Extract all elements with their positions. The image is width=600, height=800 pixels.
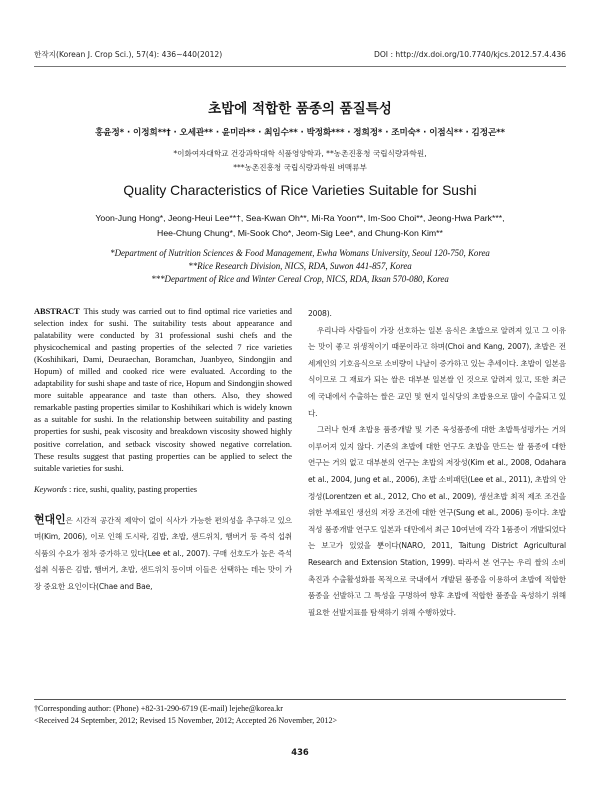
right-column xyxy=(308,306,566,621)
english-authors-line-1: Yoon-Jung Hong*, Jeong-Heui Lee**†, Sea-Kwan Oh**, Mi-Ra Yoon**, Im-Soo Choi**, Jeong-Hwa Park***, xyxy=(95,213,505,223)
body-paragraph-2: 우리나라 사람들이 가장 선호하는 일본 음식은 초밥으로 알려져 있고 그 이유는 맛이 좋고 위생적이기 때문이라고 하며(Choi and Kang, 2007), 초밥은 전 세계인의 기호음식으로 소비량이 나날이 증가하고 있는 추세이다. 초밥이 일본음식이므로 그 재료가 되는 쌀은 대부분 일본쌀 인 것으로 알려져 있고, 또한 최근에 국내에서 수출하는 쌀은 교민 및 현지 일식당의 초밥용으로 많이 수출되고 있다. xyxy=(308,325,566,418)
header-divider xyxy=(34,66,566,67)
received-dates-note: <Received 24 September, 2012; Revised 15 November, 2012; Accepted 26 November, 2012> xyxy=(34,716,338,725)
keywords-label: Keywords xyxy=(34,484,67,494)
corresponding-author-note: †Corresponding author: (Phone) +82-31-290-6719 (E-mail) lejehe@korea.kr xyxy=(34,704,283,713)
body-paragraph-3: 그러나 현재 초밥용 품종개발 및 기존 육성품종에 대한 초밥특성평가는 거의 이루어져 있지 않다. 기존의 초밥에 대한 연구도 초밥을 만드는 쌀 품종에 대한 연구는 거의 없고 대부분의 연구는 초밥의 저장성(Kim et al., 2008, Odahara et al., 2004, Jung et al., 2006), 초밥 소비패턴(Lee et al., 2011), 초밥의 안정성(Lorentzen et al., 2012, Cho et al., 2009), 생선초밥 최적 제조 조건을 위한 부재료인 생선의 저장 조건에 대한 연구(Sung et al., 2006) 등이다. 초밥 적성 품종개발 연구도 일본과 대만에서 최근 10여년에 각각 1품종이 개발되었다는 보고가 있었을 뿐이다(NARO, 2011, Taitung District Agricultural Research and Extension Station, 1999). 따라서 본 연구는 우리 쌀의 소비촉진과 수출활성화를 목적으로 국내에서 개발된 품종을 이용하여 초밥에 적합한 품종을 선발하고 그 특성을 구명하여 향후 초밥에 적합한 품종을 육성하기 위해 필요한 선발지표를 탐색하기 위해 수행하였다. xyxy=(308,425,566,617)
left-column xyxy=(34,306,292,596)
english-affiliation-line-3: ***Department of Rice and Winter Cereal Crop, NICS, RDA, Iksan 570-080, Korea xyxy=(151,274,449,284)
introduction-text: 은 시간적 공간적 제약이 없이 식사가 가능한 편의성을 추구하고 있으며(Kim, 2006), 이로 인해 도시락, 김밥, 초밥, 샌드위치, 햄버거 등 즉석 섭취 식품의 수요가 점차 증가하고 있다(Lee et al., 2007). 구매 선호도가 높은 즉석 섭취 식품은 김밥, 햄버거, 초밥, 샌드위치 등이며 이들은 선택하는 데는 맛이 가장 중요한 요인이다(Chae and Bae, xyxy=(34,515,292,592)
english-affiliation-line-1: *Department of Nutrition Sciences & Food Management, Ewha Womans University, Seoul 120-750, Korea xyxy=(110,248,490,258)
abstract xyxy=(34,306,292,475)
korean-affiliation-line-1: *이화여자대학교 건강과학대학 식품영양학과, **농촌진흥청 국립식량과학원, xyxy=(173,149,427,158)
doi-link[interactable]: DOI : http://dx.doi.org/10.7740/kjcs.2012.57.4.436 xyxy=(373,50,566,59)
journal-citation: 한작지(Korean J. Crop Sci.), 57(4): 436~440(2012) xyxy=(34,50,223,59)
keywords xyxy=(34,485,292,494)
keywords-text: : rice, sushi, quality, pasting properties xyxy=(68,484,198,494)
english-title: Quality Characteristics of Rice Varieties Suitable for Sushi xyxy=(123,183,477,198)
footnote-divider xyxy=(34,699,566,700)
korean-authors: 홍윤정* · 이정희**† · 오세관** · 윤미라** · 최임수** · 박정화*** · 정희정* · 조미숙* · 이점식** · 김정곤** xyxy=(95,128,505,138)
abstract-text: This study was carried out to find optimal rice varieties and selection index for sushi. The suitability tests about appearance and palatability were conducted by 31 professional sushi chefs and the physicochemical and pasting properties of the selected 7 rice varieties (Koshihikari, Dami, Deuraechan, Boramchan, Juanbyeo, Sindongjin and Hopum) of milled and cooked rice were evaluated. According to the adaptability for sushi shape and taste of rice, Hopum and Sindongjin showed more suitable appearance and taste than others. Also, they showed remarkable pasting properties similar to Koshihikari which is widely known as a suitable for sushi. In the relationship between suitability and pasting properties for sushi, peak viscosity and breakdown viscosity showed highly positive correlation, and setback viscosity showed negative correlation. These results suggest that pasting properties can be applied to select the suitable varieties for sushi. xyxy=(34,307,292,473)
english-authors-line-2: Hee-Chung Chung*, Mi-Sook Cho*, Jeom-Sig Lee*, and Chung-Kon Kim** xyxy=(157,228,443,238)
korean-affiliation-line-2: ***농촌진흥청 국립식량과학원 벼맥류부 xyxy=(233,163,367,172)
korean-title: 초밥에 적합한 품종의 품질특성 xyxy=(208,101,392,117)
introduction-lead-word: 현대인 xyxy=(34,512,66,526)
abstract-label: ABSTRACT xyxy=(34,307,80,316)
body-paragraph-continuation: 2008). xyxy=(308,309,332,318)
english-affiliation-line-2: **Rice Research Division, NICS, RDA, Suwon 441-857, Korea xyxy=(188,261,412,271)
page-number: 436 xyxy=(291,747,309,757)
running-header xyxy=(34,48,566,61)
introduction-paragraph xyxy=(34,512,292,596)
